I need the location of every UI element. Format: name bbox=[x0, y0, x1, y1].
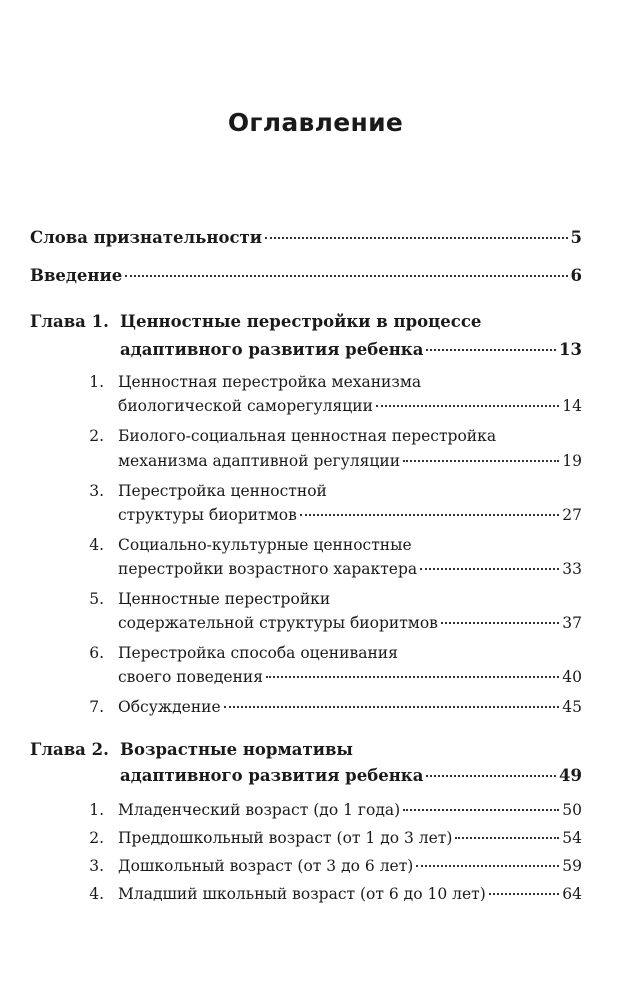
toc-entry-section[interactable] bbox=[118, 667, 582, 687]
dot-leader bbox=[426, 349, 556, 351]
dot-leader bbox=[300, 514, 559, 516]
section-title-line: перестройки возрастного характера bbox=[118, 560, 418, 578]
section-title-line: структуры биоритмов bbox=[118, 506, 297, 524]
toc-entry-page: 27 bbox=[562, 506, 582, 524]
section-title-line: Младший школьный возраст (от 6 до 10 лет) bbox=[118, 885, 486, 903]
toc-entry-section[interactable] bbox=[118, 396, 582, 416]
toc-entry-title: Слова признательности bbox=[30, 228, 262, 247]
section-number: 4. bbox=[89, 885, 104, 903]
toc-entry-page: 64 bbox=[562, 885, 582, 903]
toc-entry-chapter-1[interactable] bbox=[120, 340, 582, 360]
toc-entry-page: 54 bbox=[562, 829, 582, 847]
section-title-line[interactable]: Ценностная перестройка механизма bbox=[118, 373, 422, 391]
chapter-title-line[interactable]: Ценностные перестройки в процессе bbox=[120, 312, 482, 331]
section-number: 2. bbox=[89, 427, 104, 445]
toc-entry-section[interactable] bbox=[118, 505, 582, 525]
dot-leader bbox=[441, 622, 559, 624]
toc-entry-page: 6 bbox=[570, 266, 582, 285]
dot-leader bbox=[489, 893, 560, 895]
toc-entry-page: 13 bbox=[559, 340, 582, 359]
dot-leader bbox=[416, 865, 559, 867]
toc-entry-page: 5 bbox=[570, 228, 582, 247]
dot-leader bbox=[403, 809, 559, 811]
dot-leader bbox=[420, 568, 559, 570]
toc-entry-section[interactable] bbox=[118, 697, 582, 717]
section-title-line[interactable]: Ценностные перестройки bbox=[118, 590, 331, 608]
toc-entry-section[interactable] bbox=[118, 856, 582, 876]
section-number: 5. bbox=[89, 590, 104, 608]
section-number: 1. bbox=[89, 373, 104, 391]
section-title-line: своего поведения bbox=[118, 668, 264, 686]
dot-leader bbox=[376, 405, 559, 407]
toc-entry-page: 50 bbox=[562, 801, 582, 819]
chapter-label: Глава 1. bbox=[30, 312, 109, 331]
section-title-line: Младенческий возраст (до 1 года) bbox=[118, 801, 401, 819]
dot-leader bbox=[426, 775, 556, 777]
toc-entry-chapter-2[interactable] bbox=[120, 766, 582, 786]
toc-entry-section[interactable] bbox=[118, 451, 582, 471]
dot-leader bbox=[403, 460, 559, 462]
toc-entry-section[interactable] bbox=[118, 613, 582, 633]
section-title-line[interactable]: Перестройка ценностной bbox=[118, 482, 327, 500]
section-title-line: Дошкольный возраст (от 3 до 6 лет) bbox=[118, 857, 414, 875]
toc-entry-title: Введение bbox=[30, 266, 123, 285]
toc-entry-section[interactable] bbox=[118, 800, 582, 820]
chapter-title-line[interactable]: Возрастные нормативы bbox=[120, 740, 353, 759]
dot-leader bbox=[455, 837, 559, 839]
toc-entry-section[interactable] bbox=[118, 559, 582, 579]
page-title: Оглавление bbox=[227, 108, 404, 137]
dot-leader bbox=[266, 676, 559, 678]
toc-entry-acknowledgements[interactable] bbox=[30, 228, 582, 248]
section-title-line: Преддошкольный возраст (от 1 до 3 лет) bbox=[118, 829, 453, 847]
chapter-label: Глава 2. bbox=[30, 740, 109, 759]
toc-entry-page: 37 bbox=[562, 614, 582, 632]
section-title-line: содержательной структуры биоритмов bbox=[118, 614, 438, 632]
section-title-line[interactable]: Социально-культурные ценностные bbox=[118, 536, 412, 554]
chapter-title-line: адаптивного развития ребенка bbox=[120, 340, 424, 359]
toc-entry-page: 49 bbox=[559, 766, 582, 785]
section-number: 3. bbox=[89, 482, 104, 500]
section-title-line: механизма адаптивной регуляции bbox=[118, 452, 401, 470]
section-number: 2. bbox=[89, 829, 104, 847]
toc-entry-page: 40 bbox=[562, 668, 582, 686]
toc-entry-introduction[interactable] bbox=[30, 266, 582, 286]
section-title-line[interactable]: Биолого-социальная ценностная перестройка bbox=[118, 427, 497, 445]
dot-leader bbox=[265, 237, 568, 239]
section-number: 1. bbox=[89, 801, 104, 819]
section-number: 3. bbox=[89, 857, 104, 875]
chapter-title-line: адаптивного развития ребенка bbox=[120, 766, 424, 785]
toc-entry-page: 14 bbox=[562, 397, 582, 415]
section-number: 6. bbox=[89, 644, 104, 662]
section-number: 4. bbox=[89, 536, 104, 554]
dot-leader bbox=[125, 275, 567, 277]
section-title-line: биологической саморегуляции bbox=[118, 397, 373, 415]
toc-entry-page: 19 bbox=[562, 452, 582, 470]
section-title-line[interactable]: Перестройка способа оценивания bbox=[118, 644, 398, 662]
toc-entry-page: 33 bbox=[562, 560, 582, 578]
toc-entry-section[interactable] bbox=[118, 884, 582, 904]
toc-entry-section[interactable] bbox=[118, 828, 582, 848]
toc-entry-page: 59 bbox=[562, 857, 582, 875]
section-number: 7. bbox=[89, 698, 104, 716]
toc-entry-page: 45 bbox=[562, 698, 582, 716]
dot-leader bbox=[224, 706, 560, 708]
section-title-line: Обсуждение bbox=[118, 698, 221, 716]
